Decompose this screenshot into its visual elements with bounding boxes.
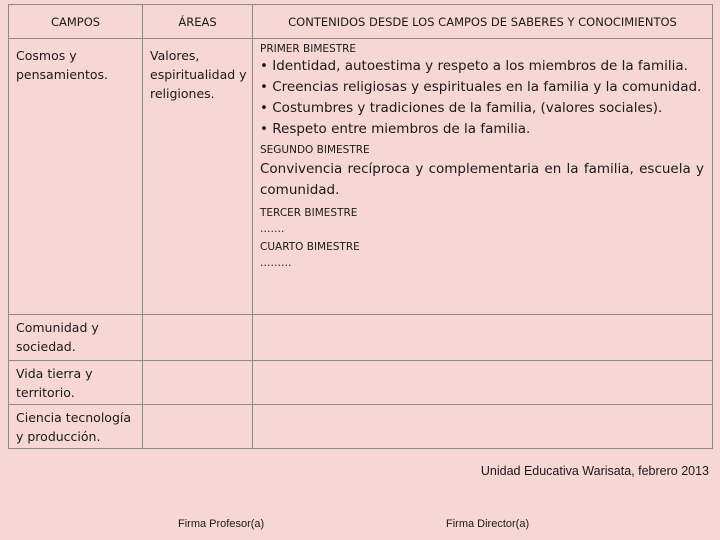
table-header-row [9,5,713,39]
contenidos-cell [253,361,713,405]
contenidos-cell [253,39,713,315]
table-row [9,39,713,315]
header-campos: CAMPOS [9,5,143,39]
placeholder-dots: ……… [260,257,292,269]
content-item: • Identidad, autoestima y respeto a los miembros de la familia. [260,58,688,74]
area-cell [143,315,253,361]
table-row [9,315,713,361]
campo-text: Cosmos y pensamientos. [16,48,109,82]
placeholder-dots: ……. [260,223,285,235]
bimestre-label: CUARTO BIMESTRE [260,241,360,253]
campo-text: Ciencia tecnología y producción. [16,410,132,444]
contenidos-cell [253,405,713,449]
campo-cell [9,39,143,315]
content-item: • Creencias religiosas y espirituales en la familia y la comunidad. [260,79,702,95]
bimestre-label: SEGUNDO BIMESTRE [260,144,370,156]
campo-cell [9,405,143,449]
header-contenidos: CONTENIDOS DESDE LOS CAMPOS DE SABERES Y CONOCIMIENTOS [253,5,713,39]
content-item: • Costumbres y tradiciones de la familia, (valores sociales). [260,100,663,116]
campo-cell [9,315,143,361]
curriculum-table [8,4,713,449]
bimestre-label: PRIMER BIMESTRE [260,43,357,55]
institution-date: Unidad Educativa Warisata, febrero 2013 [480,464,709,478]
header-areas: ÁREAS [143,5,253,39]
bimestre-label: TERCER BIMESTRE [260,207,358,219]
signature-profesor: Firma Profesor(a) [178,518,265,530]
area-text: Valores, espiritualidad y religiones. [150,48,247,101]
campo-text: Vida tierra y territorio. [16,366,93,400]
area-cell [143,361,253,405]
table-row [9,405,713,449]
area-cell [143,39,253,315]
table-row [9,361,713,405]
campo-text: Comunidad y sociedad. [16,320,99,354]
area-cell [143,405,253,449]
contenidos-cell [253,315,713,361]
content-item: • Respeto entre miembros de la familia. [260,121,531,137]
content-item: Convivencia recíproca y complementaria en la familia, escuela y comunidad. [260,161,704,198]
campo-cell [9,361,143,405]
signature-director: Firma Director(a) [446,518,530,530]
